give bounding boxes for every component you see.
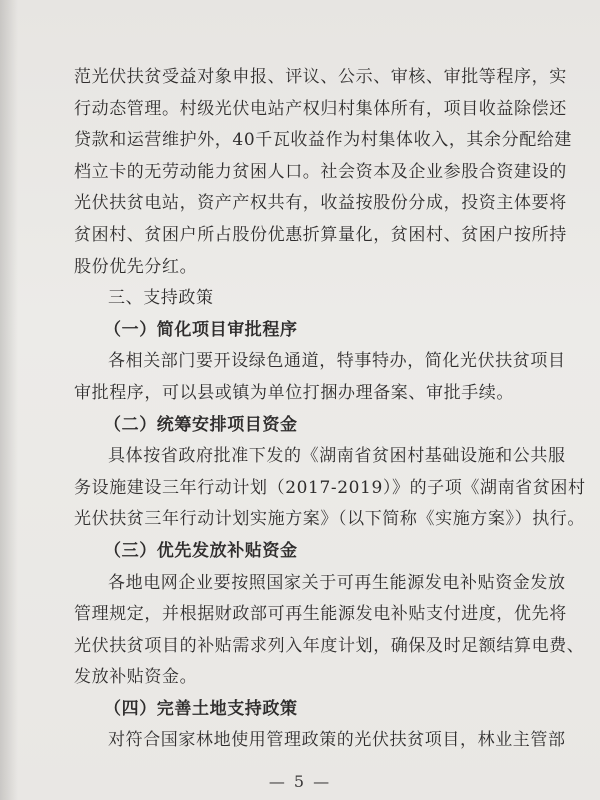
subsection-heading: （二）统筹安排项目资金 (104, 414, 298, 435)
paragraph-line: 光伏扶贫电站，资产产权共有，收益按股份分成，投资主体要将 (74, 193, 567, 214)
paragraph-line: 发放补贴资金。 (74, 667, 198, 688)
page-edge-shadow (0, 0, 18, 800)
paragraph-line: 对符合国家林地使用管理政策的光伏扶贫项目，林业主管部 (108, 730, 566, 751)
document-body (74, 62, 586, 757)
paragraph-line: 各相关部门要开设绿色通道，特事特办，简化光伏扶贫项目 (108, 351, 566, 372)
subsection-heading: （三）优先发放补贴资金 (104, 540, 298, 561)
paragraph-line: 股份优先分红。 (74, 256, 198, 277)
paragraph-line: 具体按省政府批准下发的《湖南省贫困村基础设施和公共服 (108, 446, 566, 467)
paragraph-line: 范光伏扶贫受益对象申报、评议、公示、审核、审批等程序，实 (74, 67, 567, 87)
page-number: — 5 — (268, 772, 332, 791)
paragraph-line: 管理规定，并根据财政部可再生能源发电补贴支付进度，优先将 (74, 604, 567, 625)
subsection-heading: （一）简化项目审批程序 (104, 319, 298, 340)
paragraph-line: 各地电网企业要按照国家关于可再生能源发电补贴资金发放 (108, 572, 566, 593)
paragraph-line: 贫困村、贫困户所占股份优惠折算量化，贫困村、贫困户按所持 (74, 224, 567, 245)
section-heading: 三、支持政策 (108, 288, 214, 309)
paragraph-line: 贷款和运营维护外，40千瓦收益作为村集体收入，其余分配给建 (74, 130, 573, 151)
paragraph-line: 务设施建设三年行动计划（2017-2019）》的子项《湖南省贫困村 (74, 477, 586, 498)
subsection-heading: （四）完善土地支持政策 (104, 698, 298, 719)
paragraph-line: 档立卡的无劳动能力贫困人口。社会资本及企业参股合资建设的 (74, 161, 567, 182)
paragraph-line: 光伏扶贫项目的补贴需求列入年度计划，确保及时足额结算电费、 (74, 635, 585, 656)
paragraph-line: 审批程序，可以县或镇为单位打捆办理备案、审批手续。 (74, 382, 514, 403)
paragraph-line: 光伏扶贫三年行动计划实施方案》（以下简称《实施方案》）执行。 (74, 509, 585, 530)
paragraph-line: 行动态管理。村级光伏电站产权归村集体所有，项目收益除偿还 (74, 98, 567, 119)
